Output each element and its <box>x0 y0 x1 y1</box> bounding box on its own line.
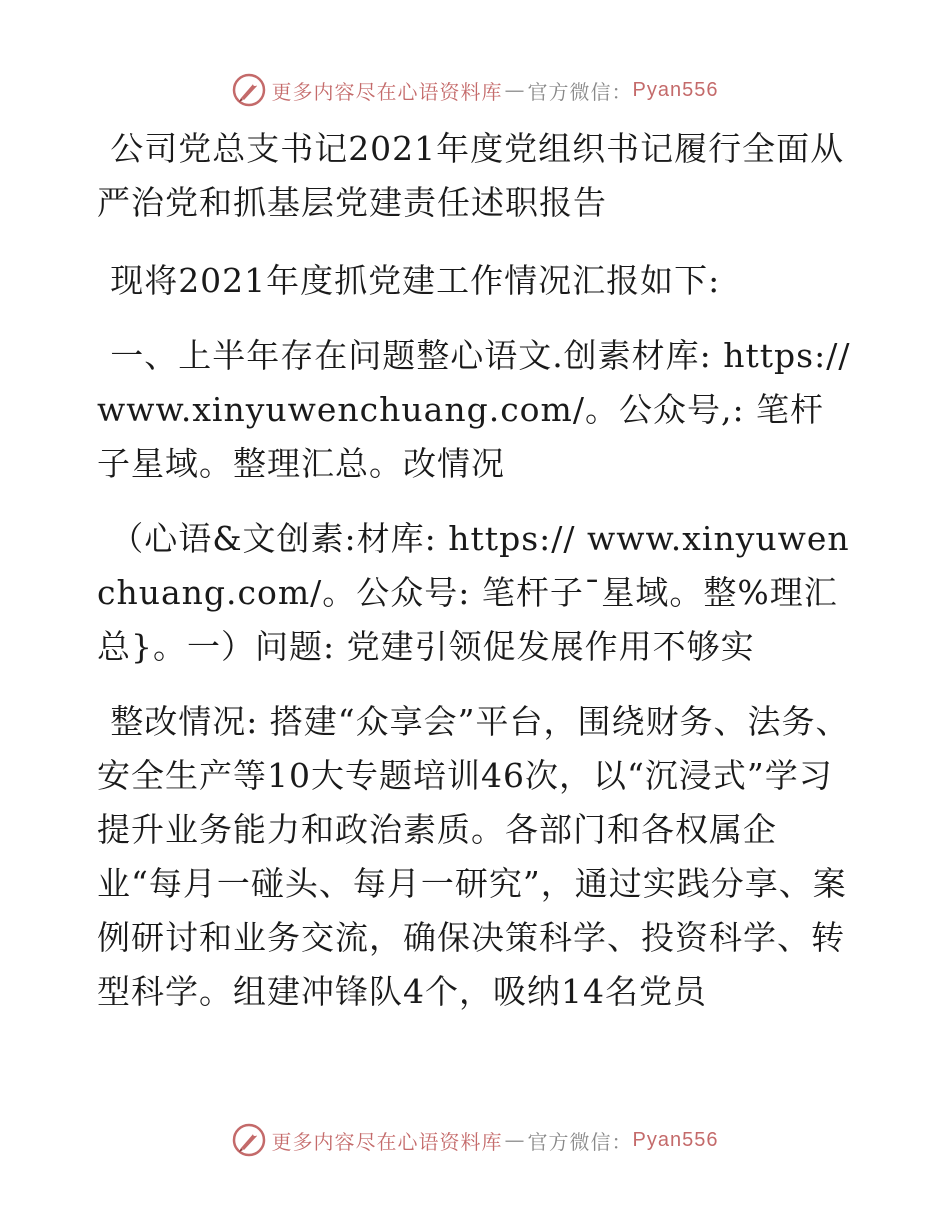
document-body <box>97 122 857 1040</box>
document-title: 公司党总支书记2021年度党组织书记履行全面从严治党和抓基层党建责任述职报告 <box>97 129 845 222</box>
pen-nib-logo-icon <box>232 1123 266 1157</box>
header-banner-separator: — <box>504 78 526 102</box>
paragraph-problem-one: （心语&文创素:材库: https:// www.xinyuwenchuang.com/。公众号: 笔杆子¯星域。整%理汇总}。一）问题: 党建引领促发展作用不够实 <box>97 519 850 666</box>
paragraph-intro: 现将2021年度抓党建工作情况汇报如下: <box>110 261 721 300</box>
footer-banner-text: 更多内容尽在心语资料库 <box>271 1129 503 1154</box>
paragraph-rectification: 整改情况: 搭建“众享会”平台，围绕财务、法务、安全生产等10大专题培训46次，以“沉浸式”学习提升业务能力和政治素质。各部门和各权属企业“每月一碰头、每月一研究”，通过实践分享、案例研讨和业务交流，确保决策科学、投资科学、转型科学。组建冲锋队4个，吸纳14名党员 <box>97 702 850 1011</box>
footer-banner-separator: — <box>504 1128 526 1152</box>
header-banner-label: 官方微信： <box>527 79 633 104</box>
footer-banner <box>0 1120 950 1160</box>
footer-banner-label: 官方微信： <box>527 1129 633 1154</box>
pen-nib-logo-icon <box>232 73 266 107</box>
header-banner-id: Pyan556 <box>632 78 719 101</box>
header-banner <box>0 70 950 110</box>
header-banner-text: 更多内容尽在心语资料库 <box>271 79 503 104</box>
footer-banner-id: Pyan556 <box>632 1128 719 1151</box>
paragraph-section-one: 一、上半年存在问题整心语文.创素材库: https://www.xinyuwenchuang.com/。公众号,: 笔杆子星域。整理汇总。改情况 <box>97 336 851 483</box>
